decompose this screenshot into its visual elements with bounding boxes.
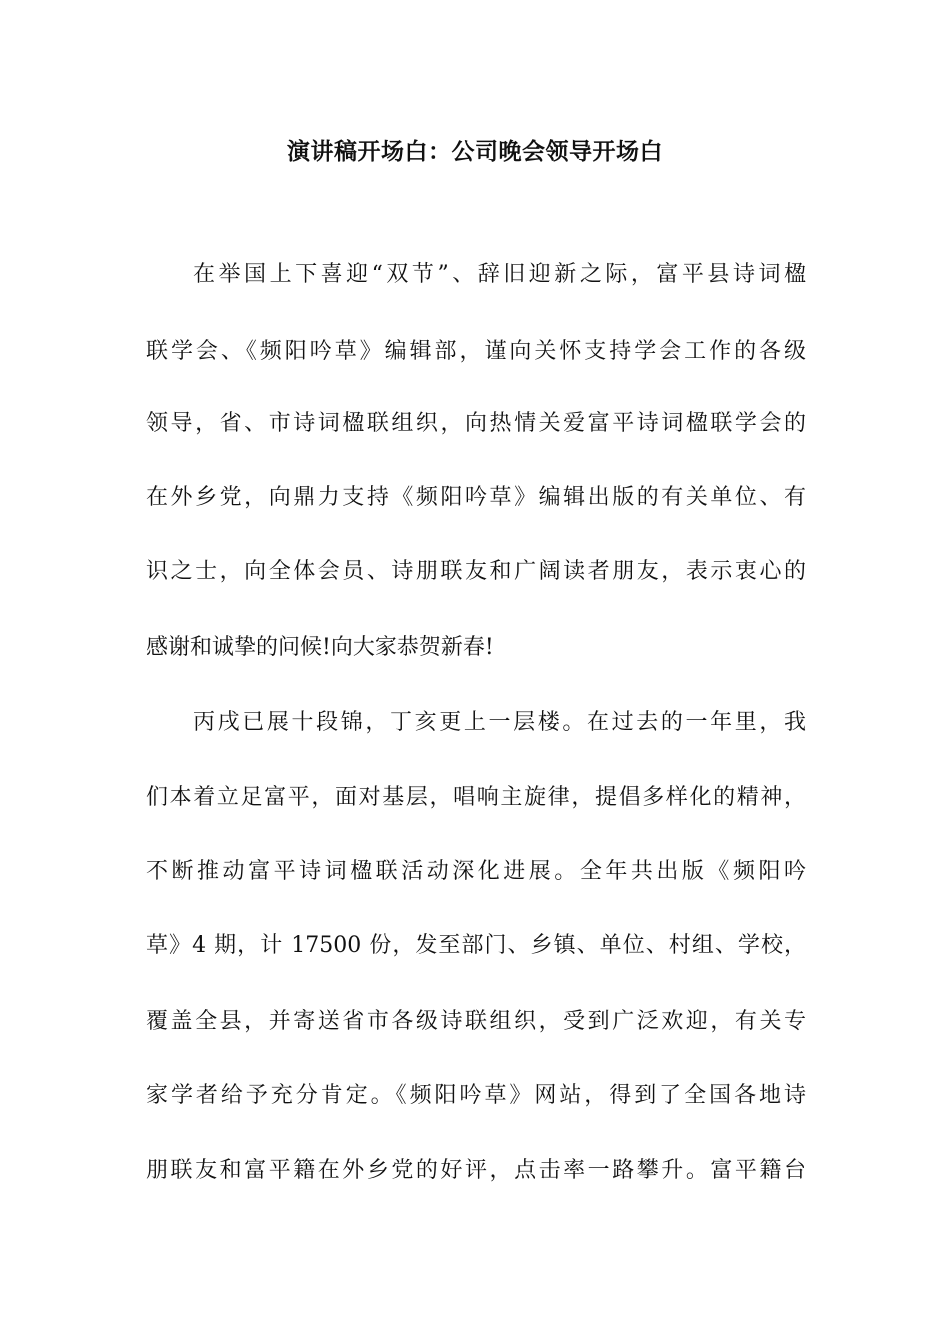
paragraph-1-line-5: 识之士，向全体会员、诗朋联友和广阔读者朋友，表示衷心的 — [146, 559, 806, 584]
paragraph-2-line-2: 们本着立足富平，面对基层，唱响主旋律，提倡多样化的精神， — [146, 785, 806, 810]
paragraph-1-line-4: 在外乡党，向鼎力支持《频阳吟草》编辑出版的有关单位、有 — [146, 485, 806, 510]
paragraph-2-line-7: 朋联友和富平籍在外乡党的好评，点击率一路攀升。富平籍台 — [146, 1158, 806, 1183]
paragraph-1-line-6: 感谢和诚挚的问候!向大家恭贺新春! — [146, 635, 494, 660]
paragraph-2-line-5: 覆盖全县，并寄送省市各级诗联组织，受到广泛欢迎，有关专 — [146, 1009, 806, 1034]
paragraph-1-line-1: 在举国上下喜迎“双节”、辞旧迎新之际，富平县诗词楹 — [193, 262, 806, 287]
paragraph-2-line-1: 丙戌已展十段锦，丁亥更上一层楼。在过去的一年里，我 — [193, 710, 806, 735]
paragraph-1-line-2: 联学会、《频阳吟草》编辑部，谨向关怀支持学会工作的各级 — [146, 339, 806, 364]
paragraph-2-line-4: 草》4 期，计 17500 份，发至部门、乡镇、单位、村组、学校， — [146, 933, 806, 958]
paragraph-2-line-3: 不断推动富平诗词楹联活动深化进展。全年共出版《频阳吟 — [146, 859, 806, 884]
paragraph-2-line-6: 家学者给予充分肯定。《频阳吟草》网站，得到了全国各地诗 — [146, 1083, 806, 1108]
paragraph-1-line-3: 领导，省、市诗词楹联组织，向热情关爱富平诗词楹联学会的 — [146, 411, 806, 436]
document-title: 演讲稿开场白：公司晚会领导开场白 — [287, 139, 663, 165]
